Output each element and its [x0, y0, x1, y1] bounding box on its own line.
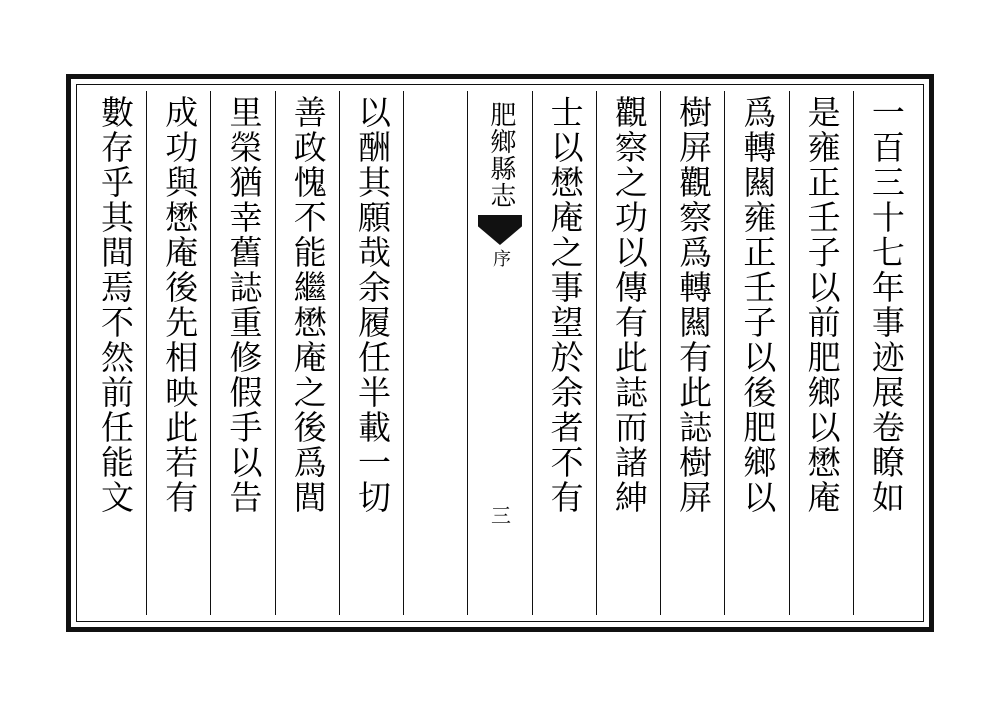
column-text: 樹屏觀察爲轉闗有此誌樹屏: [674, 95, 714, 515]
column-text: 士以懋庵之事望於余者不有: [545, 95, 585, 515]
column-text: 一百三十七年事迹展卷瞭如: [866, 95, 906, 515]
column-text: 善政愧不能繼懋庵之後爲閭: [288, 95, 328, 515]
section-label: 序: [489, 249, 511, 267]
column-text: 數存乎其間焉不然前任能文: [96, 95, 136, 515]
text-column-7: [403, 91, 467, 615]
column-text: 以酬其願哉余履任半載一切: [352, 95, 392, 515]
column-text: 觀察之功以傳有此誌而諸紳: [609, 95, 649, 515]
banxin-center-column: [467, 91, 531, 615]
woodblock-frame-inner: [76, 84, 924, 622]
woodblock-frame-outer: [66, 74, 934, 632]
text-column-5: [596, 91, 660, 615]
text-column-6: [532, 91, 596, 615]
text-column-2: [789, 91, 853, 615]
text-column-12: [83, 91, 146, 615]
text-column-8: [339, 91, 403, 615]
text-column-1: [853, 91, 917, 615]
page-number: 三: [487, 505, 512, 525]
text-column-4: [660, 91, 724, 615]
book-title: 肥鄉縣志: [485, 101, 516, 209]
column-text: 爲轉闗雍正壬子以後肥鄉以: [738, 95, 778, 515]
text-column-9: [275, 91, 339, 615]
column-text: 里榮猶幸舊誌重修假手以告: [224, 95, 264, 515]
column-text: 是雍正壬子以前肥鄉以懋庵: [802, 95, 842, 515]
text-columns: [83, 91, 917, 615]
text-column-3: [724, 91, 788, 615]
fishtail-icon: [478, 215, 522, 245]
text-column-10: [210, 91, 274, 615]
column-text: 成功與懋庵後先相映此若有: [160, 95, 200, 515]
text-column-11: [146, 91, 210, 615]
